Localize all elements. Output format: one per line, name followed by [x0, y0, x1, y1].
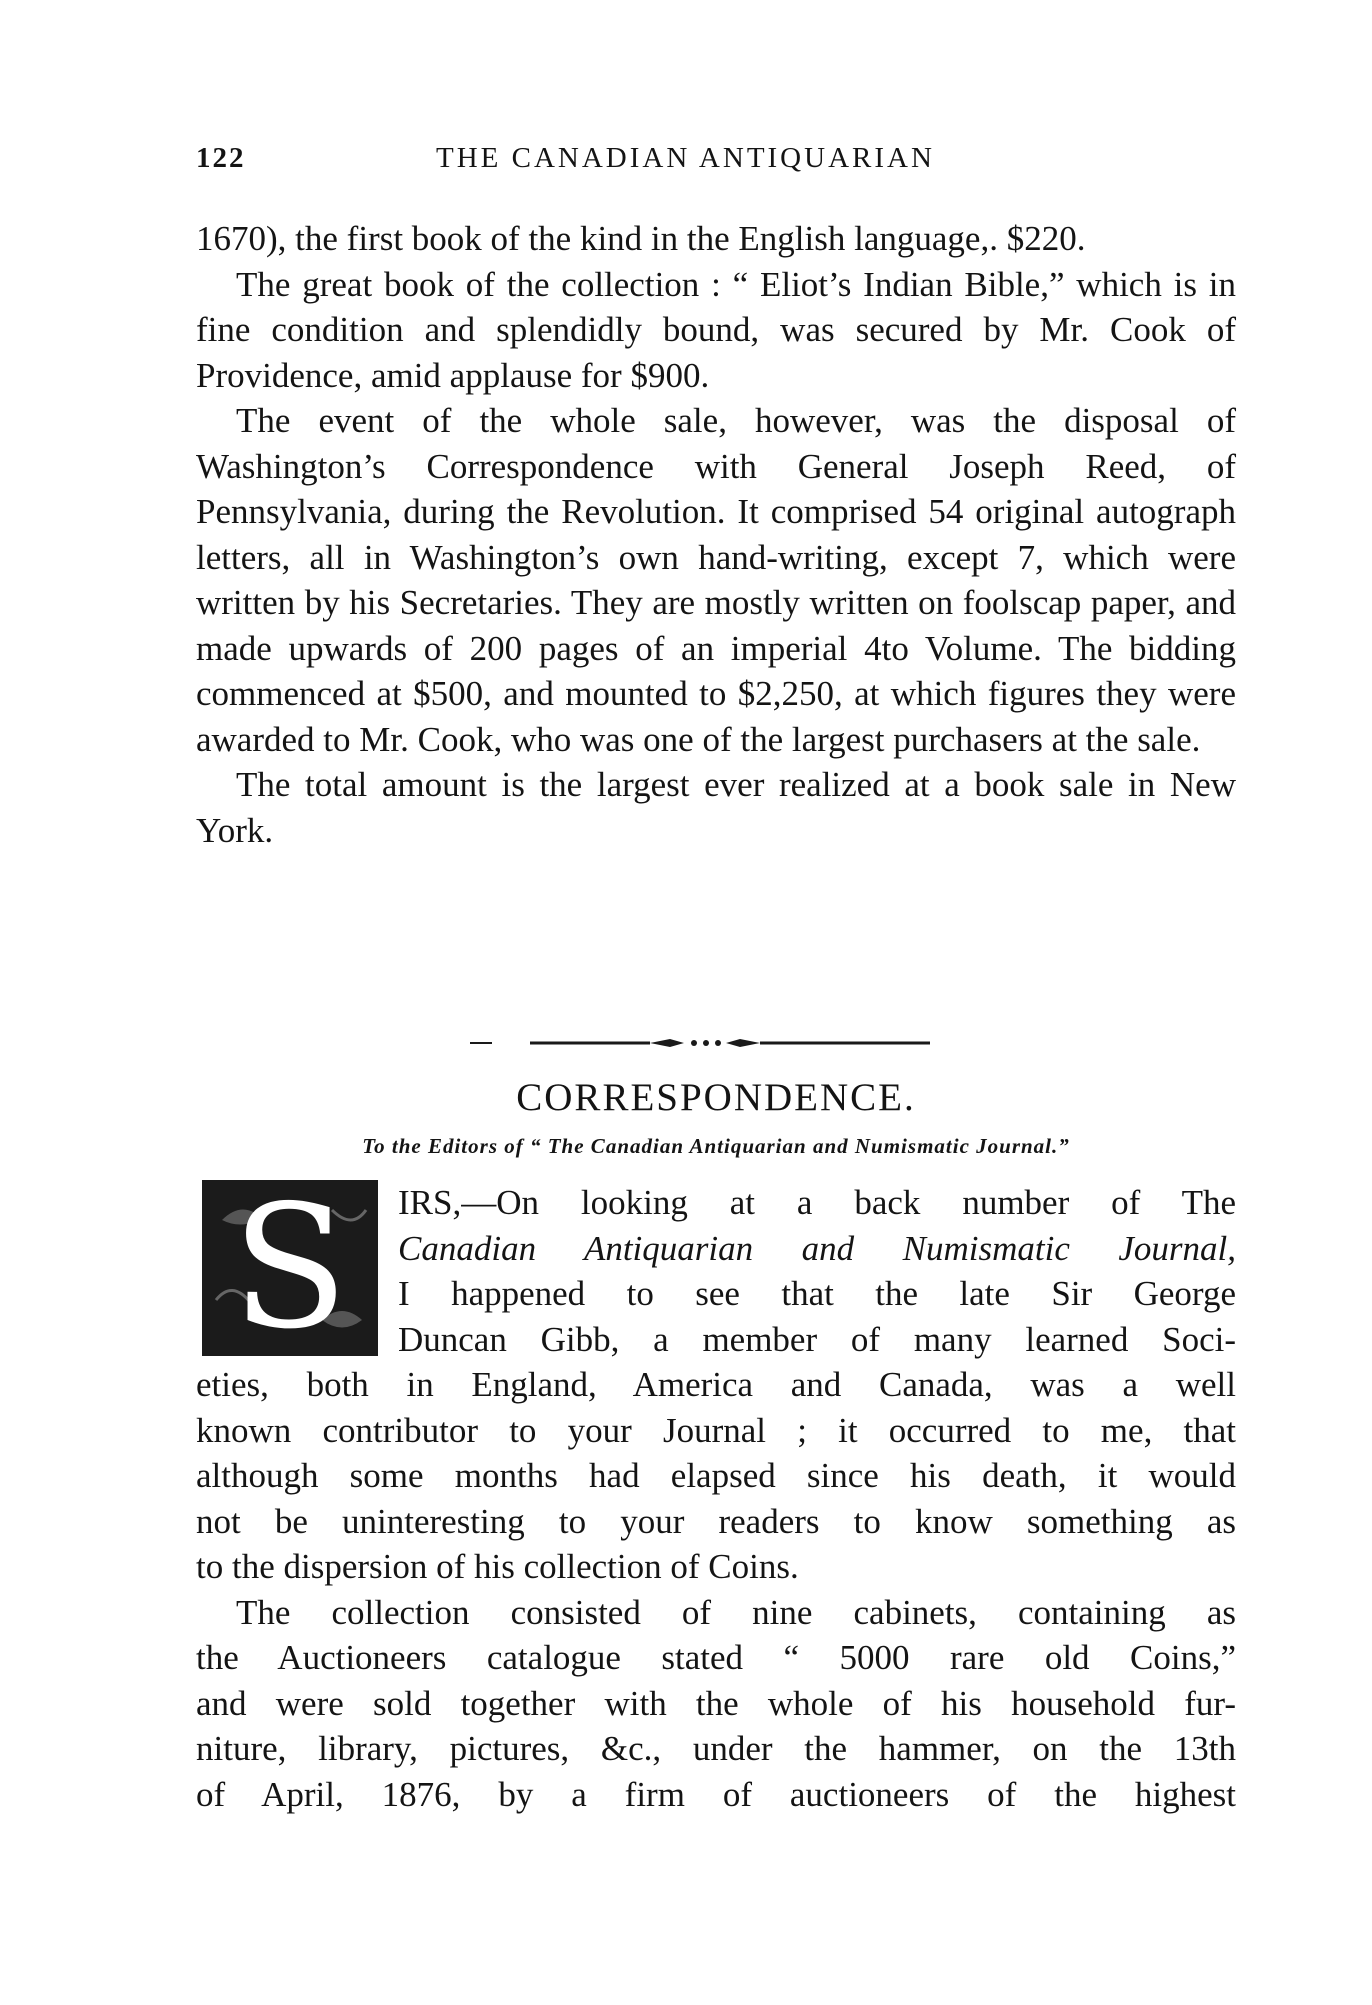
letter-line	[196, 1180, 1236, 1226]
paragraph-eliot-bible: The great book of the collection : “ Eliot’s Indian Bible,” which is in fine condition and splendidly bound, was secured by Mr. Cook of Providence, amid applause for $900.	[196, 264, 1236, 395]
section-divider-ornament	[470, 1033, 940, 1053]
section-heading: CORRESPONDENCE.	[516, 1076, 916, 1119]
paragraph-total-amount: The total amount is the largest ever realized at a book sale in New York.	[196, 765, 1236, 850]
letter-line: niture, library, pictures, &c., under the hammer, on the 13th	[196, 1729, 1236, 1768]
running-title: THE CANADIAN ANTIQUARIAN	[436, 142, 935, 174]
letter-salutation: To the Editors of “ The Canadian Antiquarian and Numismatic Journal.”	[362, 1134, 1070, 1158]
letter-line: The collection consisted of nine cabinets, containing as	[236, 1592, 1236, 1632]
letter-line: although some months had elapsed since his death, it would	[196, 1456, 1236, 1495]
page-number: 122	[196, 142, 246, 174]
letter-line-text: IRS,—On looking at a back number of The	[398, 1183, 1236, 1222]
letter-line: to the dispersion of his collection of Coins.	[196, 1547, 799, 1586]
letter-line: of April, 1876, by a firm of auctioneers of the highest	[196, 1774, 1236, 1814]
letter-line: known contributor to your Journal ; it occurred to me, that	[196, 1410, 1236, 1450]
letter-line: and were sold together with the whole of his household fur-	[196, 1683, 1236, 1723]
letter-line	[196, 1271, 1236, 1317]
paragraph-continued: 1670), the first book of the kind in the English language,. $220.	[196, 219, 1086, 258]
auction-text	[196, 216, 1236, 853]
letter-line	[196, 1317, 1236, 1363]
drop-cap-letter: S	[231, 1169, 349, 1367]
letter-line-text: I happened to see that the late Sir George	[398, 1274, 1236, 1313]
letter-line: the Auctioneers catalogue stated “ 5000 rare old Coins,”	[196, 1638, 1236, 1677]
letter-body	[196, 1169, 1236, 1817]
running-head	[196, 142, 1236, 186]
letter-line-text: Duncan Gibb, a member of many learned Soci-	[398, 1319, 1236, 1359]
letter-line: eties, both in England, America and Canada, was a well	[196, 1365, 1236, 1404]
letter-line: not be uninteresting to your readers to know something as	[196, 1501, 1236, 1541]
letter-line	[196, 1226, 1236, 1272]
paragraph-washington-correspondence: The event of the whole sale, however, was the disposal of Washington’s Correspondence with General Joseph Reed, of Pennsylvania, during the Revolution. It comprised 54 original autograph letters, all in Washington’s own hand-writing, except 7, which were written by his Secretaries. They are mostly written on foolscap paper, and made upwards of 200 pages of an imperial 4to Volume. The bidding commenced at $500, and mounted to $2,250, at which figures they were awarded to Mr. Cook, who was one of the largest purchasers at the sale.	[196, 401, 1236, 759]
letter-line-text: Canadian Antiquarian and Numismatic Journal,	[398, 1228, 1236, 1268]
